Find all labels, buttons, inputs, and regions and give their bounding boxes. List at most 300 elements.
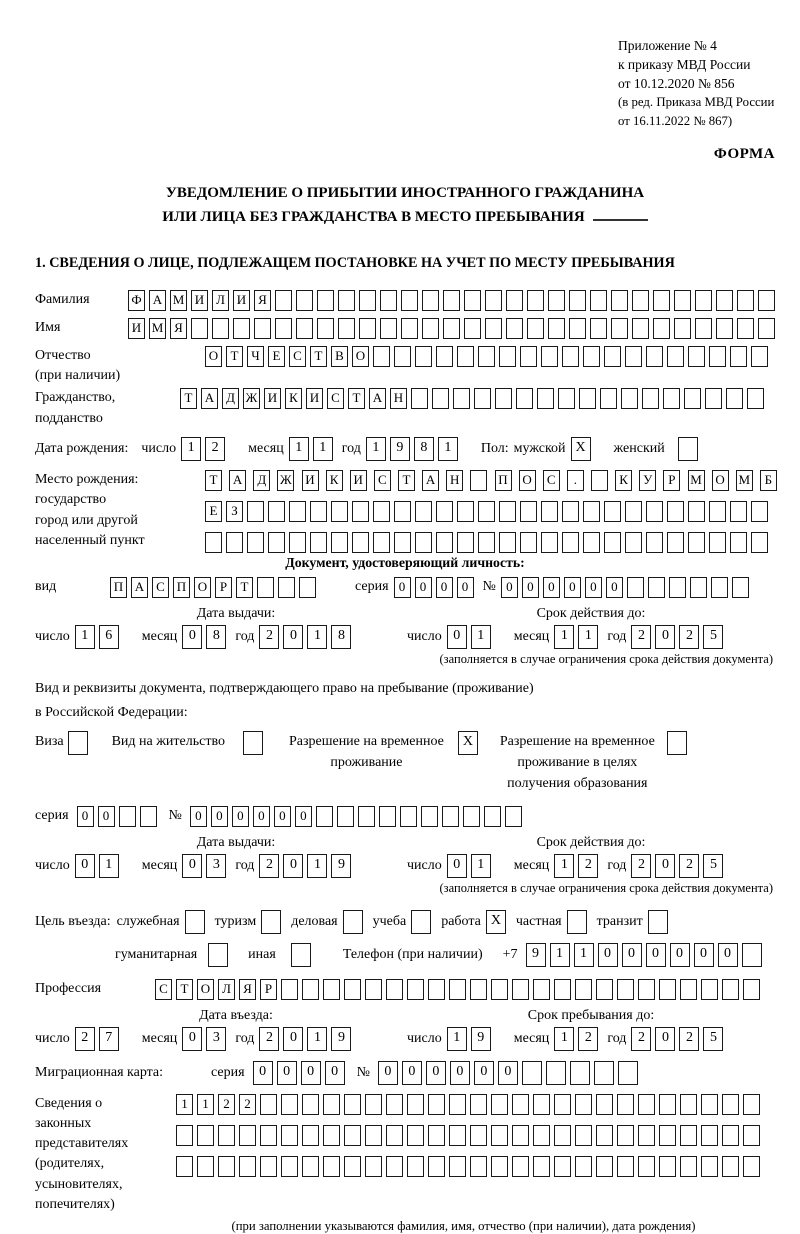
char-cell[interactable] (442, 806, 459, 827)
char-cell[interactable] (386, 1156, 403, 1177)
char-cell[interactable] (680, 1156, 697, 1177)
char-cell[interactable]: 0 (670, 943, 690, 967)
char-cell[interactable] (386, 1094, 403, 1115)
char-cell[interactable] (365, 1125, 382, 1146)
char-cell[interactable] (411, 910, 431, 934)
char-cell[interactable] (226, 532, 243, 553)
char-cell[interactable] (432, 388, 449, 409)
char-cell[interactable]: 0 (564, 577, 581, 598)
char-cell[interactable] (554, 1156, 571, 1177)
char-cell[interactable] (726, 388, 743, 409)
char-cell[interactable] (323, 1156, 340, 1177)
char-cell[interactable]: Н (390, 388, 407, 409)
char-cell[interactable] (546, 1061, 566, 1085)
char-cell[interactable] (701, 1156, 718, 1177)
char-cell[interactable] (449, 979, 466, 1000)
char-cell[interactable]: 9 (526, 943, 546, 967)
char-cell[interactable] (722, 1094, 739, 1115)
char-cell[interactable]: М (736, 470, 753, 491)
char-cell[interactable] (491, 1125, 508, 1146)
char-cell[interactable] (575, 1156, 592, 1177)
char-cell[interactable] (352, 501, 369, 522)
char-cell[interactable] (758, 318, 775, 339)
char-cell[interactable] (478, 346, 495, 367)
char-cell[interactable] (394, 501, 411, 522)
char-cell[interactable] (625, 501, 642, 522)
char-cell[interactable]: А (369, 388, 386, 409)
char-cell[interactable]: 1 (471, 854, 491, 878)
char-cell[interactable] (611, 318, 628, 339)
char-cell[interactable] (632, 318, 649, 339)
char-cell[interactable] (678, 437, 698, 461)
char-cell[interactable] (359, 290, 376, 311)
char-cell[interactable]: У (639, 470, 656, 491)
char-cell[interactable] (533, 1094, 550, 1115)
char-cell[interactable]: И (350, 470, 367, 491)
char-cell[interactable] (591, 470, 608, 491)
char-cell[interactable] (648, 577, 665, 598)
char-cell[interactable] (247, 501, 264, 522)
char-cell[interactable]: 2 (239, 1094, 256, 1115)
char-cell[interactable] (722, 979, 739, 1000)
char-cell[interactable] (642, 388, 659, 409)
char-cell[interactable] (365, 979, 382, 1000)
char-cell[interactable]: 2 (679, 854, 699, 878)
char-cell[interactable] (548, 318, 565, 339)
char-cell[interactable]: О (712, 470, 729, 491)
char-cell[interactable] (449, 1156, 466, 1177)
char-cell[interactable] (428, 1125, 445, 1146)
char-cell[interactable] (533, 979, 550, 1000)
char-cell[interactable] (617, 1094, 634, 1115)
char-cell[interactable] (380, 290, 397, 311)
char-cell[interactable]: Е (268, 346, 285, 367)
char-cell[interactable] (617, 1156, 634, 1177)
char-cell[interactable]: 1 (554, 1027, 574, 1051)
char-cell[interactable] (457, 346, 474, 367)
char-cell[interactable]: С (374, 470, 391, 491)
char-cell[interactable] (604, 532, 621, 553)
char-cell[interactable]: К (326, 470, 343, 491)
char-cell[interactable]: 0 (325, 1061, 345, 1085)
char-cell[interactable] (638, 1125, 655, 1146)
char-cell[interactable] (449, 1125, 466, 1146)
char-cell[interactable] (579, 388, 596, 409)
char-cell[interactable]: О (205, 346, 222, 367)
char-cell[interactable]: С (155, 979, 172, 1000)
char-cell[interactable]: 0 (253, 806, 270, 827)
char-cell[interactable]: Л (218, 979, 235, 1000)
char-cell[interactable] (358, 806, 375, 827)
char-cell[interactable] (758, 290, 775, 311)
char-cell[interactable] (722, 1156, 739, 1177)
char-cell[interactable] (594, 1061, 614, 1085)
char-cell[interactable]: 1 (578, 625, 598, 649)
char-cell[interactable]: 9 (331, 1027, 351, 1051)
char-cell[interactable] (323, 1094, 340, 1115)
char-cell[interactable]: Р (260, 979, 277, 1000)
char-cell[interactable]: 0 (457, 577, 474, 598)
char-cell[interactable] (499, 532, 516, 553)
char-cell[interactable] (575, 979, 592, 1000)
char-cell[interactable] (621, 388, 638, 409)
char-cell[interactable]: . (567, 470, 584, 491)
char-cell[interactable] (730, 501, 747, 522)
char-cell[interactable]: 0 (426, 1061, 446, 1085)
char-cell[interactable] (422, 290, 439, 311)
char-cell[interactable] (310, 532, 327, 553)
char-cell[interactable]: 0 (283, 1027, 303, 1051)
char-cell[interactable] (281, 1125, 298, 1146)
char-cell[interactable]: X (571, 437, 591, 461)
char-cell[interactable] (428, 979, 445, 1000)
char-cell[interactable] (520, 532, 537, 553)
char-cell[interactable]: 0 (655, 625, 675, 649)
char-cell[interactable] (705, 388, 722, 409)
char-cell[interactable] (680, 979, 697, 1000)
char-cell[interactable]: Ж (243, 388, 260, 409)
char-cell[interactable] (541, 501, 558, 522)
char-cell[interactable] (233, 318, 250, 339)
char-cell[interactable]: 2 (205, 437, 225, 461)
char-cell[interactable] (743, 1125, 760, 1146)
char-cell[interactable] (716, 290, 733, 311)
char-cell[interactable] (491, 1156, 508, 1177)
char-cell[interactable] (505, 806, 522, 827)
char-cell[interactable]: 1 (554, 854, 574, 878)
char-cell[interactable] (646, 532, 663, 553)
char-cell[interactable] (373, 532, 390, 553)
char-cell[interactable] (365, 1094, 382, 1115)
char-cell[interactable]: К (285, 388, 302, 409)
char-cell[interactable] (415, 501, 432, 522)
char-cell[interactable] (747, 388, 764, 409)
char-cell[interactable] (281, 1094, 298, 1115)
char-cell[interactable]: И (264, 388, 281, 409)
char-cell[interactable] (632, 290, 649, 311)
char-cell[interactable]: 0 (277, 1061, 297, 1085)
char-cell[interactable]: Ж (277, 470, 294, 491)
char-cell[interactable] (604, 346, 621, 367)
char-cell[interactable] (261, 910, 281, 934)
char-cell[interactable] (197, 1125, 214, 1146)
char-cell[interactable]: 1 (307, 854, 327, 878)
char-cell[interactable] (463, 806, 480, 827)
char-cell[interactable] (575, 1094, 592, 1115)
char-cell[interactable] (520, 501, 537, 522)
char-cell[interactable] (407, 1156, 424, 1177)
char-cell[interactable]: 0 (718, 943, 738, 967)
char-cell[interactable]: 0 (655, 1027, 675, 1051)
char-cell[interactable]: 1 (75, 625, 95, 649)
char-cell[interactable] (527, 318, 544, 339)
char-cell[interactable] (176, 1156, 193, 1177)
char-cell[interactable]: Т (236, 577, 253, 598)
char-cell[interactable] (484, 806, 501, 827)
char-cell[interactable] (541, 532, 558, 553)
char-cell[interactable]: 6 (99, 625, 119, 649)
char-cell[interactable] (281, 1156, 298, 1177)
char-cell[interactable] (218, 1125, 235, 1146)
char-cell[interactable] (596, 1156, 613, 1177)
char-cell[interactable]: А (229, 470, 246, 491)
char-cell[interactable]: Т (180, 388, 197, 409)
char-cell[interactable] (709, 346, 726, 367)
char-cell[interactable] (646, 346, 663, 367)
char-cell[interactable]: Я (254, 290, 271, 311)
char-cell[interactable] (407, 1125, 424, 1146)
char-cell[interactable]: Н (446, 470, 463, 491)
char-cell[interactable] (611, 290, 628, 311)
char-cell[interactable]: П (173, 577, 190, 598)
char-cell[interactable] (569, 290, 586, 311)
char-cell[interactable] (380, 318, 397, 339)
char-cell[interactable] (268, 532, 285, 553)
char-cell[interactable] (506, 318, 523, 339)
char-cell[interactable] (257, 577, 274, 598)
char-cell[interactable]: М (149, 318, 166, 339)
char-cell[interactable]: 1 (550, 943, 570, 967)
char-cell[interactable] (520, 346, 537, 367)
char-cell[interactable] (191, 318, 208, 339)
char-cell[interactable]: 0 (694, 943, 714, 967)
char-cell[interactable]: К (615, 470, 632, 491)
char-cell[interactable] (730, 532, 747, 553)
char-cell[interactable]: И (233, 290, 250, 311)
char-cell[interactable] (379, 806, 396, 827)
char-cell[interactable] (302, 1094, 319, 1115)
char-cell[interactable]: 1 (447, 1027, 467, 1051)
char-cell[interactable]: Т (176, 979, 193, 1000)
char-cell[interactable]: 2 (679, 1027, 699, 1051)
char-cell[interactable] (281, 979, 298, 1000)
char-cell[interactable] (296, 290, 313, 311)
char-cell[interactable] (478, 501, 495, 522)
char-cell[interactable] (541, 346, 558, 367)
char-cell[interactable]: 2 (218, 1094, 235, 1115)
char-cell[interactable] (583, 501, 600, 522)
char-cell[interactable] (669, 577, 686, 598)
char-cell[interactable] (512, 1125, 529, 1146)
char-cell[interactable]: И (302, 470, 319, 491)
char-cell[interactable] (359, 318, 376, 339)
char-cell[interactable]: М (688, 470, 705, 491)
char-cell[interactable] (485, 318, 502, 339)
char-cell[interactable]: О (197, 979, 214, 1000)
char-cell[interactable]: X (486, 910, 506, 934)
char-cell[interactable]: 8 (331, 625, 351, 649)
char-cell[interactable]: 0 (498, 1061, 518, 1085)
char-cell[interactable] (212, 318, 229, 339)
char-cell[interactable] (638, 979, 655, 1000)
char-cell[interactable] (742, 943, 762, 967)
char-cell[interactable] (743, 979, 760, 1000)
char-cell[interactable] (208, 943, 228, 967)
char-cell[interactable] (596, 1094, 613, 1115)
char-cell[interactable] (674, 318, 691, 339)
char-cell[interactable]: 1 (313, 437, 333, 461)
char-cell[interactable]: 0 (543, 577, 560, 598)
char-cell[interactable]: 0 (622, 943, 642, 967)
char-cell[interactable] (625, 532, 642, 553)
char-cell[interactable]: Т (398, 470, 415, 491)
char-cell[interactable]: 9 (390, 437, 410, 461)
char-cell[interactable] (386, 1125, 403, 1146)
char-cell[interactable] (331, 532, 348, 553)
char-cell[interactable]: 1 (307, 625, 327, 649)
char-cell[interactable]: Д (222, 388, 239, 409)
char-cell[interactable] (401, 290, 418, 311)
char-cell[interactable] (331, 501, 348, 522)
char-cell[interactable]: С (289, 346, 306, 367)
char-cell[interactable] (618, 1061, 638, 1085)
char-cell[interactable]: О (194, 577, 211, 598)
char-cell[interactable] (751, 501, 768, 522)
char-cell[interactable]: Т (226, 346, 243, 367)
char-cell[interactable] (659, 979, 676, 1000)
char-cell[interactable] (659, 1156, 676, 1177)
char-cell[interactable] (302, 1125, 319, 1146)
char-cell[interactable]: 0 (474, 1061, 494, 1085)
char-cell[interactable] (533, 1125, 550, 1146)
char-cell[interactable] (394, 532, 411, 553)
char-cell[interactable] (317, 318, 334, 339)
char-cell[interactable] (516, 388, 533, 409)
char-cell[interactable] (470, 1125, 487, 1146)
char-cell[interactable] (743, 1156, 760, 1177)
char-cell[interactable] (730, 346, 747, 367)
char-cell[interactable] (260, 1094, 277, 1115)
char-cell[interactable] (443, 318, 460, 339)
char-cell[interactable]: П (110, 577, 127, 598)
char-cell[interactable]: 0 (402, 1061, 422, 1085)
char-cell[interactable] (239, 1156, 256, 1177)
char-cell[interactable]: 1 (99, 854, 119, 878)
char-cell[interactable] (554, 1094, 571, 1115)
char-cell[interactable]: 1 (176, 1094, 193, 1115)
char-cell[interactable]: П (495, 470, 512, 491)
char-cell[interactable]: С (152, 577, 169, 598)
char-cell[interactable]: 1 (574, 943, 594, 967)
char-cell[interactable]: 0 (598, 943, 618, 967)
char-cell[interactable]: 1 (307, 1027, 327, 1051)
char-cell[interactable]: 0 (75, 854, 95, 878)
char-cell[interactable]: 0 (182, 625, 202, 649)
char-cell[interactable]: 0 (522, 577, 539, 598)
char-cell[interactable] (590, 290, 607, 311)
char-cell[interactable]: 0 (232, 806, 249, 827)
char-cell[interactable] (394, 346, 411, 367)
char-cell[interactable] (646, 501, 663, 522)
char-cell[interactable]: Ф (128, 290, 145, 311)
char-cell[interactable] (512, 1156, 529, 1177)
char-cell[interactable] (596, 979, 613, 1000)
char-cell[interactable]: 1 (289, 437, 309, 461)
char-cell[interactable] (422, 318, 439, 339)
char-cell[interactable]: 2 (259, 854, 279, 878)
char-cell[interactable] (373, 346, 390, 367)
char-cell[interactable]: 1 (181, 437, 201, 461)
char-cell[interactable] (653, 318, 670, 339)
char-cell[interactable]: И (306, 388, 323, 409)
char-cell[interactable] (344, 979, 361, 1000)
char-cell[interactable] (457, 532, 474, 553)
char-cell[interactable] (275, 318, 292, 339)
char-cell[interactable] (119, 806, 136, 827)
char-cell[interactable]: 0 (190, 806, 207, 827)
char-cell[interactable]: 2 (259, 1027, 279, 1051)
char-cell[interactable] (317, 290, 334, 311)
char-cell[interactable]: 0 (182, 854, 202, 878)
char-cell[interactable] (470, 1156, 487, 1177)
char-cell[interactable] (667, 532, 684, 553)
char-cell[interactable]: А (201, 388, 218, 409)
char-cell[interactable] (289, 501, 306, 522)
char-cell[interactable]: 2 (631, 625, 651, 649)
char-cell[interactable]: 0 (274, 806, 291, 827)
char-cell[interactable]: X (458, 731, 478, 755)
char-cell[interactable]: 0 (295, 806, 312, 827)
char-cell[interactable] (478, 532, 495, 553)
char-cell[interactable] (688, 501, 705, 522)
char-cell[interactable] (291, 943, 311, 967)
char-cell[interactable] (386, 979, 403, 1000)
char-cell[interactable]: Т (348, 388, 365, 409)
char-cell[interactable]: 0 (447, 854, 467, 878)
char-cell[interactable]: 1 (438, 437, 458, 461)
char-cell[interactable] (428, 1094, 445, 1115)
char-cell[interactable]: Я (239, 979, 256, 1000)
char-cell[interactable]: 0 (394, 577, 411, 598)
char-cell[interactable] (751, 346, 768, 367)
char-cell[interactable]: 0 (501, 577, 518, 598)
char-cell[interactable]: Т (205, 470, 222, 491)
char-cell[interactable]: 2 (679, 625, 699, 649)
char-cell[interactable]: 0 (211, 806, 228, 827)
char-cell[interactable]: А (149, 290, 166, 311)
char-cell[interactable]: В (331, 346, 348, 367)
char-cell[interactable]: 0 (182, 1027, 202, 1051)
char-cell[interactable] (627, 577, 644, 598)
char-cell[interactable]: 5 (703, 625, 723, 649)
char-cell[interactable] (268, 501, 285, 522)
char-cell[interactable] (562, 501, 579, 522)
char-cell[interactable] (701, 1094, 718, 1115)
char-cell[interactable] (260, 1156, 277, 1177)
char-cell[interactable]: 0 (585, 577, 602, 598)
char-cell[interactable] (495, 388, 512, 409)
char-cell[interactable] (218, 1156, 235, 1177)
char-cell[interactable] (617, 979, 634, 1000)
char-cell[interactable]: А (131, 577, 148, 598)
char-cell[interactable] (401, 318, 418, 339)
char-cell[interactable] (674, 290, 691, 311)
char-cell[interactable]: Б (760, 470, 777, 491)
char-cell[interactable] (583, 532, 600, 553)
char-cell[interactable] (695, 318, 712, 339)
char-cell[interactable]: 5 (703, 854, 723, 878)
char-cell[interactable] (344, 1125, 361, 1146)
char-cell[interactable] (436, 532, 453, 553)
char-cell[interactable] (604, 501, 621, 522)
char-cell[interactable] (338, 290, 355, 311)
char-cell[interactable] (533, 1156, 550, 1177)
char-cell[interactable]: М (170, 290, 187, 311)
char-cell[interactable] (554, 979, 571, 1000)
char-cell[interactable] (695, 290, 712, 311)
char-cell[interactable]: Л (212, 290, 229, 311)
char-cell[interactable]: О (519, 470, 536, 491)
